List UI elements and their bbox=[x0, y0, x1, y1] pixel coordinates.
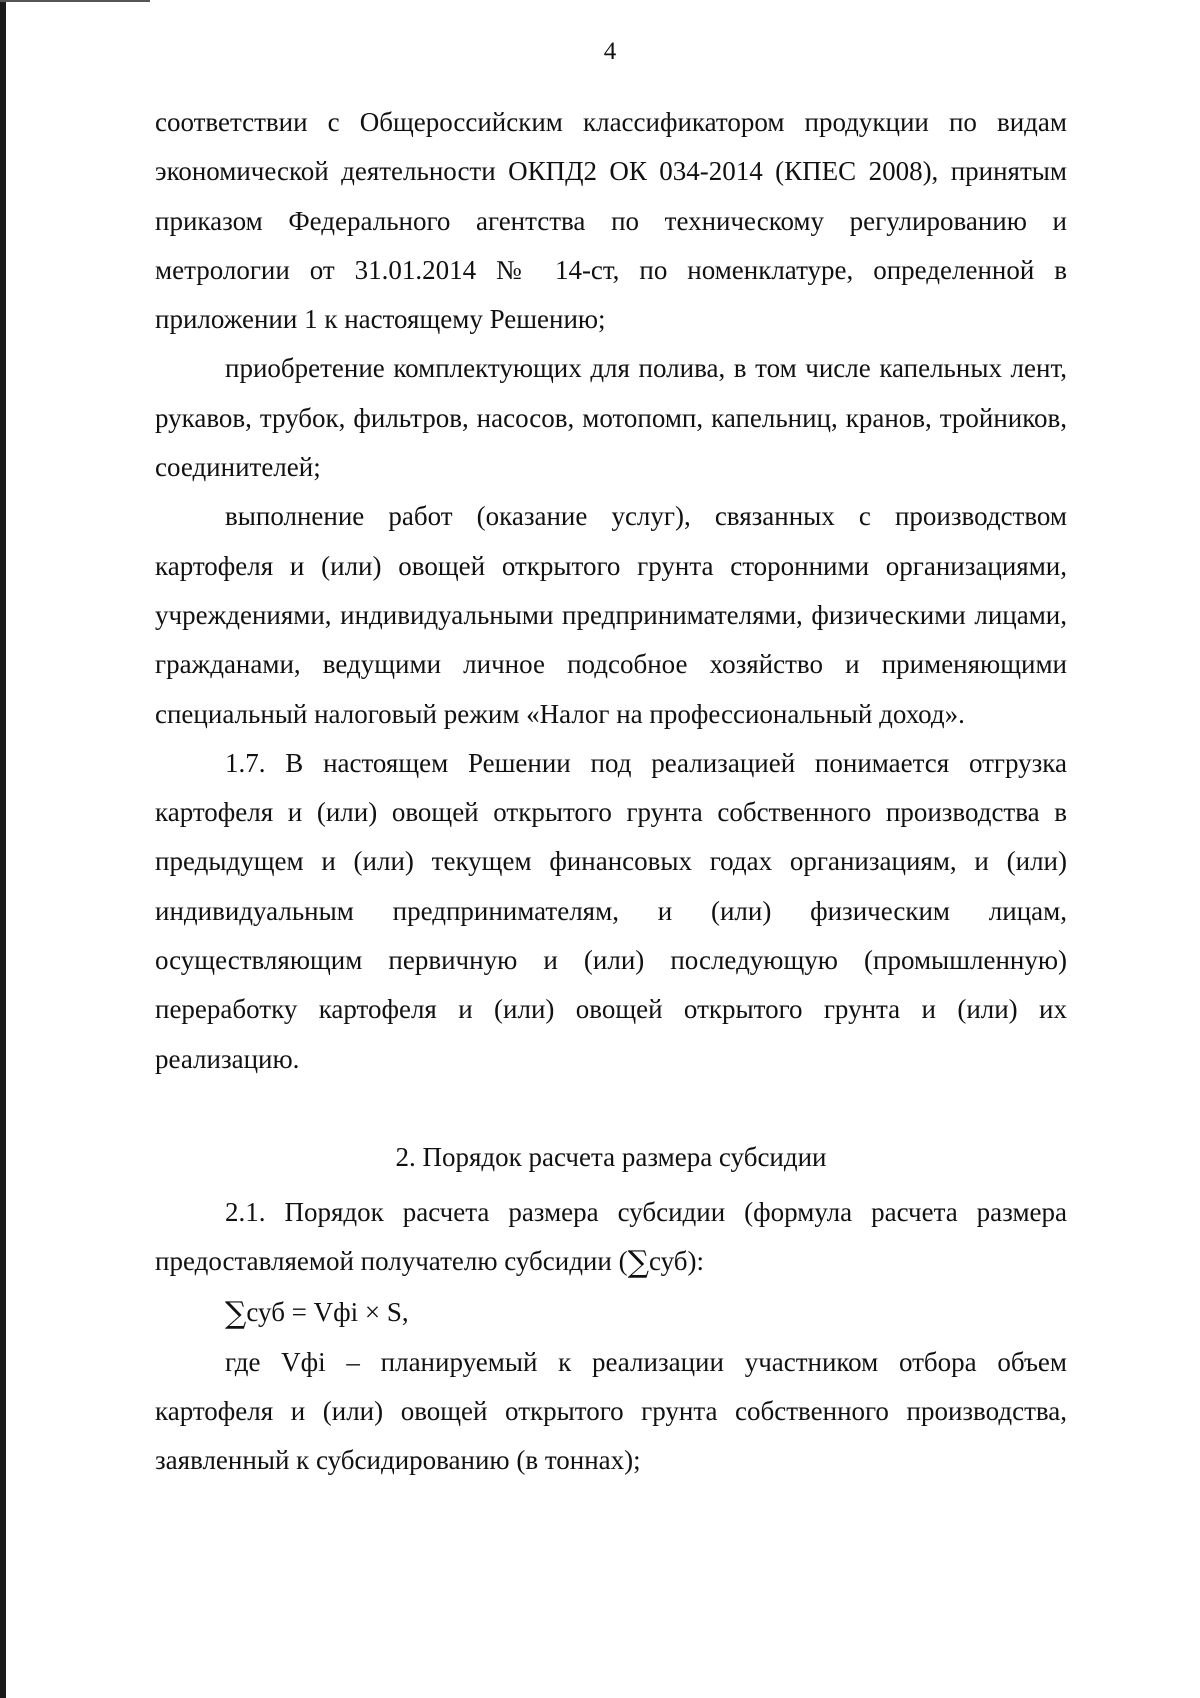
scan-edge-top bbox=[0, 0, 150, 2]
formula-sigma-symbol: ∑ bbox=[225, 1295, 247, 1331]
subsidy-formula bbox=[155, 1288, 1067, 1338]
paragraph-works-services: выполнение работ (оказание услуг), связанных с производством картофеля и (или) овощей открытого грунта сторонними организациями, учреждениями, индивидуальными предпринимателями, физическими лицами, гражданами, ведущими личное подсобное хозяйство и применяющими специальный налоговый режим «Налог на профессиональный доход». bbox=[155, 501, 1067, 729]
paragraph-continuation: соответствии с Общероссийским классификатором продукции по видам экономической деятельности ОКПД2 ОК 034-2014 (КПЕС 2008), принятым приказом Федерального агентства по техническому регулированию и метрологии от 31.01.2014 № 14-ст, по номенклатуре, определенной в приложении 1 к настоящему Решению; bbox=[155, 107, 1067, 335]
paragraph-irrigation-components: приобретение комплектующих для полива, в том числе капельных лент, рукавов, трубок, фильтров, насосов, мотопомп, капельниц, кранов, тройников, соединителей; bbox=[155, 353, 1067, 483]
scan-edge-left bbox=[0, 0, 6, 1698]
paragraph-1-7-sales-definition: 1.7. В настоящем Решении под реализацией понимается отгрузка картофеля и (или) овощей открытого грунта собственного производства в предыдущем и (или) текущем финансовых годах организациям, и (или) индивидуальным предпринимателям, и (или) физическим лицам, осуществляющим первичную и (или) последующую (промышленную) переработку картофеля и (или) овощей открытого грунта и (или) их реализацию. bbox=[155, 747, 1067, 1074]
paragraph-2-1 bbox=[155, 1188, 1067, 1288]
clause-2-1-text: 2.1. Порядок расчета размера субсидии (формула расчета размера предоставляемой получателю субсидии ( bbox=[155, 1196, 1067, 1277]
section-heading: 2. Порядок расчета размера субсидии bbox=[395, 1141, 827, 1172]
sigma-symbol: ∑ bbox=[627, 1245, 649, 1281]
subsidy-symbol: суб bbox=[649, 1246, 688, 1277]
page-number: 4 bbox=[603, 38, 617, 65]
formula-expression: суб = Vфi × S, bbox=[246, 1296, 409, 1327]
paragraph-where-vfi: где Vфi – планируемый к реализации участником отбора объем картофеля и (или) овощей открытого грунта собственного производства, заявленный к субсидированию (в тоннах); bbox=[155, 1346, 1067, 1476]
clause-2-1-close: ): bbox=[687, 1246, 705, 1277]
document-body bbox=[155, 98, 1067, 1486]
